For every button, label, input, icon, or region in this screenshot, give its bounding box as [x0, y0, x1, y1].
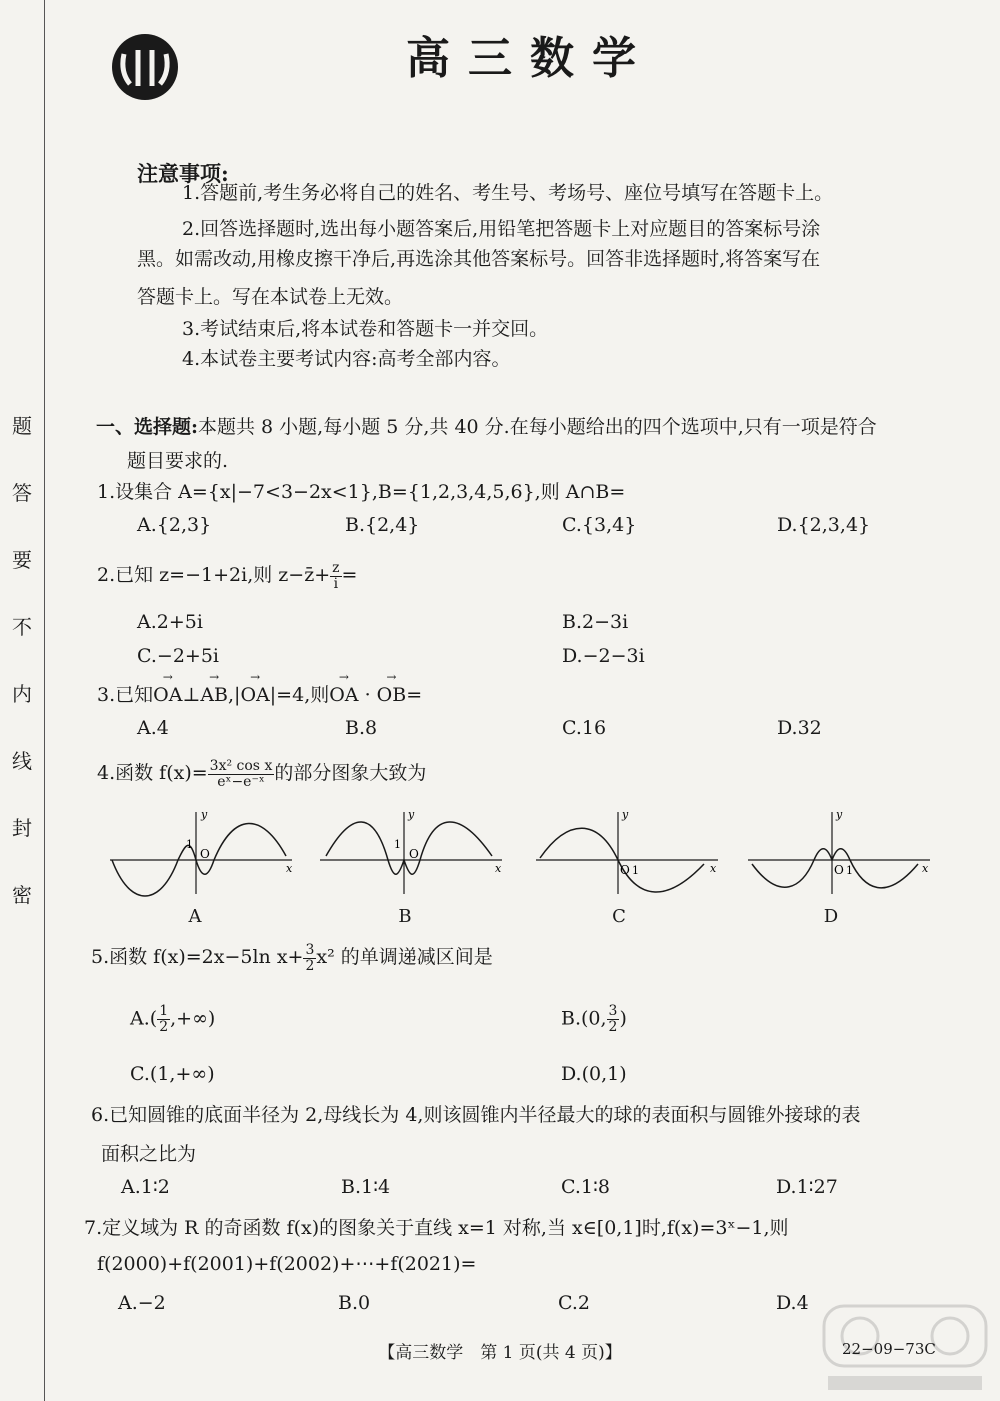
- option-a-fraction: [157, 1004, 170, 1035]
- notice-line: 1.答题前,考生务必将自己的姓名、考生号、考场号、座位号填写在答题卡上。: [182, 182, 834, 204]
- option-b: [561, 1004, 627, 1035]
- notice-line: 4.本试卷主要考试内容:高考全部内容。: [182, 348, 511, 370]
- tick-label-one: 1: [632, 864, 639, 877]
- tick-label-one: 1: [394, 838, 401, 851]
- option-d: D.(0,1): [561, 1063, 627, 1085]
- option-a: [130, 1004, 215, 1035]
- option-c: C.1∶8: [561, 1176, 611, 1198]
- seal-char: 内: [12, 682, 32, 706]
- seal-char: 不: [12, 615, 32, 639]
- q4-fraction: [208, 759, 275, 790]
- option-b-fraction: [607, 1004, 620, 1035]
- question-3-stem: [97, 680, 422, 707]
- axis-y-label: y: [836, 808, 843, 821]
- question-7-stem-cont: f(2000)+f(2001)+f(2002)+⋯+f(2021)=: [97, 1253, 477, 1275]
- section-heading: [96, 412, 877, 439]
- q3-text: =: [406, 684, 423, 706]
- question-1-stem: 1.设集合 A={x|−7<3−2x<1},B={1,2,3,4,5,6},则 A∩B=: [97, 481, 626, 503]
- q3-text: ,|: [228, 684, 241, 706]
- notice-line: 3.考试结束后,将本试卷和答题卡一并交回。: [182, 318, 549, 340]
- graph-label-a: A: [188, 906, 202, 927]
- option-d: D.32: [777, 717, 822, 739]
- option-a-den: 2: [159, 1019, 169, 1035]
- graph-b: [312, 808, 512, 898]
- option-a: A.1∶2: [121, 1176, 170, 1198]
- origin-label: O: [620, 863, 630, 877]
- axis-x-label: x: [922, 862, 929, 875]
- tick-label-one: 1: [186, 838, 193, 851]
- q5-suffix: x² 的单调递减区间是: [316, 946, 493, 968]
- section-text: 本题共 8 小题,每小题 5 分,共 40 分.在每小题给出的四个选项中,只有一项是符合: [198, 416, 877, 438]
- q3-dot: ·: [358, 684, 377, 706]
- vector-oa: → OA: [240, 684, 269, 706]
- question-6-stem: 6.已知圆锥的底面半径为 2,母线长为 4,则该圆锥内半径最大的球的表面积与圆锥外接球的表: [91, 1104, 861, 1126]
- q4-prefix: 4.函数 f(x)=: [97, 762, 208, 784]
- seal-char: 要: [12, 548, 32, 572]
- option-d: D.{2,3,4}: [777, 514, 871, 536]
- graph-d: [740, 808, 940, 898]
- seal-char: 密: [12, 883, 32, 907]
- vector-oa: → OA: [153, 684, 182, 706]
- question-5-stem: [91, 942, 493, 974]
- option-b-post: ): [619, 1007, 627, 1030]
- question-7-stem: 7.定义域为 R 的奇函数 f(x)的图象关于直线 x=1 对称,当 x∈[0,1]时,f(x)=3ˣ−1,则: [84, 1217, 789, 1239]
- section-text-cont: 题目要求的.: [127, 450, 229, 472]
- q5-fraction: [303, 943, 316, 974]
- tick-label-one: 1: [846, 864, 853, 877]
- option-b: B.8: [345, 717, 378, 739]
- option-b: B.{2,4}: [345, 514, 420, 536]
- option-d: D.1∶27: [776, 1176, 838, 1198]
- page-margin-line: [44, 0, 45, 1401]
- origin-label: O: [200, 847, 210, 861]
- vector-ob: → OB: [377, 684, 407, 706]
- option-b-num: 3: [608, 1003, 618, 1019]
- exam-code: 22−09−73C: [842, 1340, 936, 1358]
- option-b: B.0: [338, 1292, 371, 1314]
- option-a: A.4: [137, 717, 169, 739]
- seal-char: 答: [12, 481, 32, 505]
- option-a-post: ,+∞): [170, 1007, 216, 1030]
- axis-x-label: x: [286, 862, 293, 875]
- vector-oa: → OA: [329, 684, 358, 706]
- option-a: A.{2,3}: [137, 514, 212, 536]
- question-4-stem: [97, 758, 426, 790]
- section-label: 一、选择题:: [96, 416, 199, 438]
- axis-x-label: x: [495, 862, 502, 875]
- graph-a: [100, 808, 300, 898]
- q3-text: |=4,则: [269, 684, 330, 706]
- option-b-pre: B.(0,: [561, 1007, 607, 1030]
- option-d: D.4: [776, 1292, 809, 1314]
- q4-suffix: 的部分图象大致为: [274, 762, 427, 784]
- q2-suffix: =: [341, 564, 358, 586]
- graph-label-c: C: [612, 906, 626, 927]
- q2-fraction: [330, 561, 341, 592]
- q5-prefix: 5.函数 f(x)=2x−5ln x+: [91, 946, 304, 968]
- notice-line: 答题卡上。写在本试卷上无效。: [137, 286, 404, 308]
- option-a-num: 1: [159, 1003, 169, 1019]
- notice-line: 2.回答选择题时,选出每小题答案后,用铅笔把答题卡上对应题目的答案标号涂: [182, 218, 821, 240]
- option-b-den: 2: [608, 1019, 618, 1035]
- origin-label: O: [409, 847, 419, 861]
- question-2-stem: [97, 560, 357, 592]
- axis-y-label: y: [408, 808, 415, 821]
- question-6-stem-cont: 面积之比为: [101, 1143, 197, 1165]
- seal-line-column: [8, 410, 36, 946]
- page-footer: 【高三数学 第 1 页(共 4 页)】: [378, 1343, 622, 1363]
- option-c: C.{3,4}: [562, 514, 637, 536]
- origin-label: O: [834, 863, 844, 877]
- q2-frac-num: z: [332, 559, 340, 576]
- option-a: A.2+5i: [137, 611, 203, 633]
- option-b: B.2−3i: [562, 611, 629, 633]
- notice-heading: 注意事项:: [137, 161, 229, 186]
- q2-frac-den: i: [333, 575, 339, 592]
- q3-text: 3.已知: [97, 684, 154, 706]
- page-title: 高三数学: [406, 33, 654, 84]
- graph-label-d: D: [823, 906, 839, 927]
- option-c: C.−2+5i: [137, 645, 219, 667]
- axis-y-label: y: [622, 808, 629, 821]
- graph-label-b: B: [398, 906, 412, 927]
- notice-line: 黑。如需改动,用橡皮擦干净后,再选涂其他答案标号。回答非选择题时,将答案写在: [137, 248, 821, 270]
- axis-x-label: x: [710, 862, 717, 875]
- q4-frac-den: eˣ−e⁻ˣ: [217, 773, 265, 790]
- option-b: B.1∶4: [341, 1176, 391, 1198]
- q3-perp: ⊥: [182, 684, 201, 706]
- option-c: C.2: [558, 1292, 590, 1314]
- q4-frac-num: 3x² cos x: [209, 757, 273, 774]
- option-a-pre: A.(: [130, 1007, 158, 1030]
- option-d: D.−2−3i: [562, 645, 645, 667]
- q5-frac-den: 2: [305, 957, 315, 974]
- axis-y-label: y: [201, 808, 208, 821]
- q5-frac-num: 3: [305, 941, 315, 958]
- q2-prefix: 2.已知 z=−1+2i,则 z−z̄+: [97, 564, 331, 586]
- option-c: C.(1,+∞): [130, 1063, 215, 1085]
- seal-char: 题: [12, 414, 32, 438]
- graph-c: [528, 808, 728, 898]
- option-a: A.−2: [118, 1292, 166, 1314]
- seal-char: 封: [12, 816, 32, 840]
- vector-ab: → AB: [200, 684, 228, 706]
- seal-char: 线: [12, 749, 32, 773]
- option-c: C.16: [562, 717, 607, 739]
